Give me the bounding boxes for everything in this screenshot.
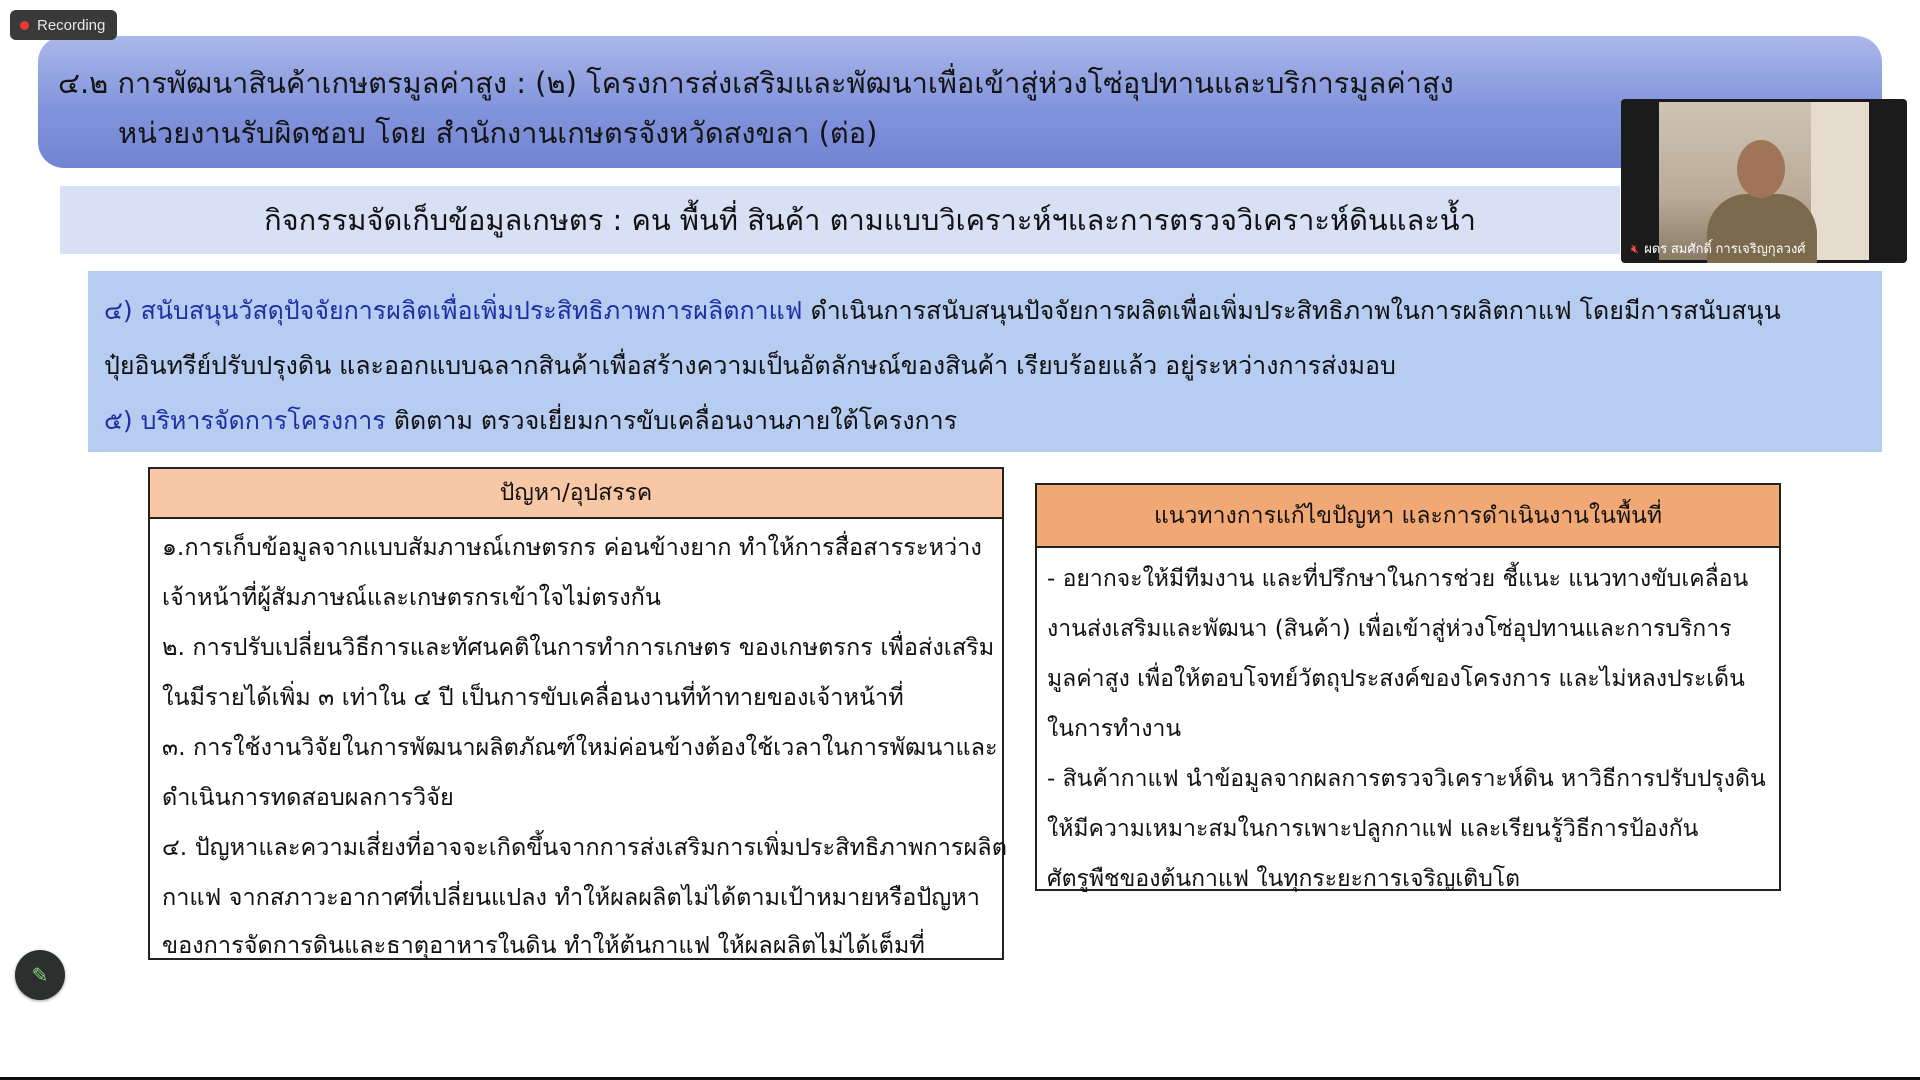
activity-item-4-heading: ๔) สนับสนุนวัสดุปัจจัยการผลิตเพื่อเพิ่มประสิทธิภาพการผลิตกาแฟ [104, 296, 803, 325]
activity-item-5-heading: ๕) บริหารจัดการโครงการ [104, 406, 386, 435]
video-feed [1659, 102, 1869, 260]
activity-item-4 [104, 291, 1781, 331]
solutions-header: แนวทางการแก้ไขปัญหา และการดำเนินงานในพื้นที่ [1037, 485, 1779, 548]
slide-title-line-1: ๔.๒ การพัฒนาสินค้าเกษตรมูลค่าสูง : (๒) โครงการส่งเสริมและพัฒนาเพื่อเข้าสู่ห่วงโซ่อุปทานและบริการมูลค่าสูง [58, 66, 1454, 100]
mic-muted-icon: 🔇︎ [1631, 240, 1640, 256]
activity-item-5-text: ติดตาม ตรวจเยี่ยมการขับเคลื่อนงานภายใต้โครงการ [393, 406, 958, 435]
participant-video-tile[interactable] [1621, 99, 1907, 263]
slide-title-line-2: หน่วยงานรับผิดชอบ โดย สำนักงานเกษตรจังหวัดสงขลา (ต่อ) [118, 116, 878, 150]
activity-item-4-text: ดำเนินการสนับสนุนปัจจัยการผลิตเพื่อเพิ่มประสิทธิภาพในการผลิตกาแฟ โดยมีการสนับสนุน [810, 296, 1781, 325]
problem-line: ดำเนินการทดสอบผลการวิจัย [162, 783, 454, 811]
problem-line: ๔. ปัญหาและความเสี่ยงที่อาจจะเกิดขึ้นจากการส่งเสริมการเพิ่มประสิทธิภาพการผลิต [162, 833, 1007, 861]
slide-subtitle: กิจกรรมจัดเก็บข้อมูลเกษตร : คน พื้นที่ สินค้า ตามแบบวิเคราะห์ฯและการตรวจวิเคราะห์ดินและน้ำ [264, 203, 1476, 237]
problem-line: ๑.การเก็บข้อมูลจากแบบสัมภาษณ์เกษตรกร ค่อนข้างยาก ทำให้การสื่อสารระหว่าง [162, 533, 982, 561]
subtitle-banner [60, 186, 1620, 254]
solution-line: งานส่งเสริมและพัฒนา (สินค้า) เพื่อเข้าสู่ห่วงโซ่อุปทานและการบริการ [1047, 616, 1732, 642]
activity-panel [88, 271, 1882, 452]
solution-line: ในการทำงาน [1047, 716, 1182, 742]
solutions-table [1035, 483, 1781, 891]
participant-head [1737, 140, 1785, 198]
activity-item-5 [104, 401, 957, 441]
participant-name: ผดร สมศักดิ์ การเจริญกุลวงศ์ [1644, 241, 1806, 256]
recording-label: Recording [37, 16, 106, 34]
solution-line: ให้มีความเหมาะสมในการเพาะปลูกกาแฟ และเรียนรู้วิธีการป้องกัน [1047, 816, 1699, 842]
problems-table [148, 467, 1007, 960]
pencil-icon: ✎ [31, 963, 49, 987]
activity-item-4-continued: ปุ๋ยอินทรีย์ปรับปรุงดิน และออกแบบฉลากสินค้าเพื่อสร้างความเป็นอัตลักษณ์ของสินค้า เรียบร้อยแล้ว อยู่ระหว่างการส่งมอบ [104, 351, 1396, 380]
problem-line: ของการจัดการดินและธาตุอาหารในดิน ทำให้ต้นกาแฟ ให้ผลผลิตไม่ได้เต็มที่ [162, 931, 925, 959]
problem-line: ในมีรายได้เพิ่ม ๓ เท่าใน ๔ ปี เป็นการขับเคลื่อนงานที่ท้าทายของเจ้าหน้าที่ [162, 683, 904, 711]
record-dot-icon [20, 21, 29, 30]
solution-line: มูลค่าสูง เพื่อให้ตอบโจทย์วัตถุประสงค์ของโครงการ และไม่หลงประเด็น [1047, 666, 1745, 692]
annotate-pen-button[interactable] [15, 950, 65, 1000]
problems-header: ปัญหา/อุปสรรค [150, 469, 1002, 519]
problem-line: กาแฟ จากสภาวะอากาศที่เปลี่ยนแปลง ทำให้ผลผลิตไม่ได้ตามเป้าหมายหรือปัญหา [162, 883, 980, 911]
solution-line: ศัตรูพืชของต้นกาแฟ ในทุกระยะการเจริญเติบโต [1047, 866, 1521, 892]
solution-line: - อยากจะให้มีทีมงาน และที่ปรึกษาในการช่วย ชี้แนะ แนวทางขับเคลื่อน [1047, 566, 1749, 592]
participant-name-tag [1631, 238, 1806, 259]
problem-line: เจ้าหน้าที่ผู้สัมภาษณ์และเกษตรกรเข้าใจไม่ตรงกัน [162, 583, 661, 611]
problem-line: ๒. การปรับเปลี่ยนวิธีการและทัศนคติในการทำการเกษตร ของเกษตรกร เพื่อส่งเสริม [162, 633, 995, 661]
solution-line: - สินค้ากาแฟ นำข้อมูลจากผลการตรวจวิเคราะห์ดิน หาวิธีการปรับปรุงดิน [1047, 766, 1766, 792]
problem-line: ๓. การใช้งานวิจัยในการพัฒนาผลิตภัณฑ์ใหม่ค่อนข้างต้องใช้เวลาในการพัฒนาและ [162, 733, 998, 761]
recording-indicator [10, 10, 117, 40]
